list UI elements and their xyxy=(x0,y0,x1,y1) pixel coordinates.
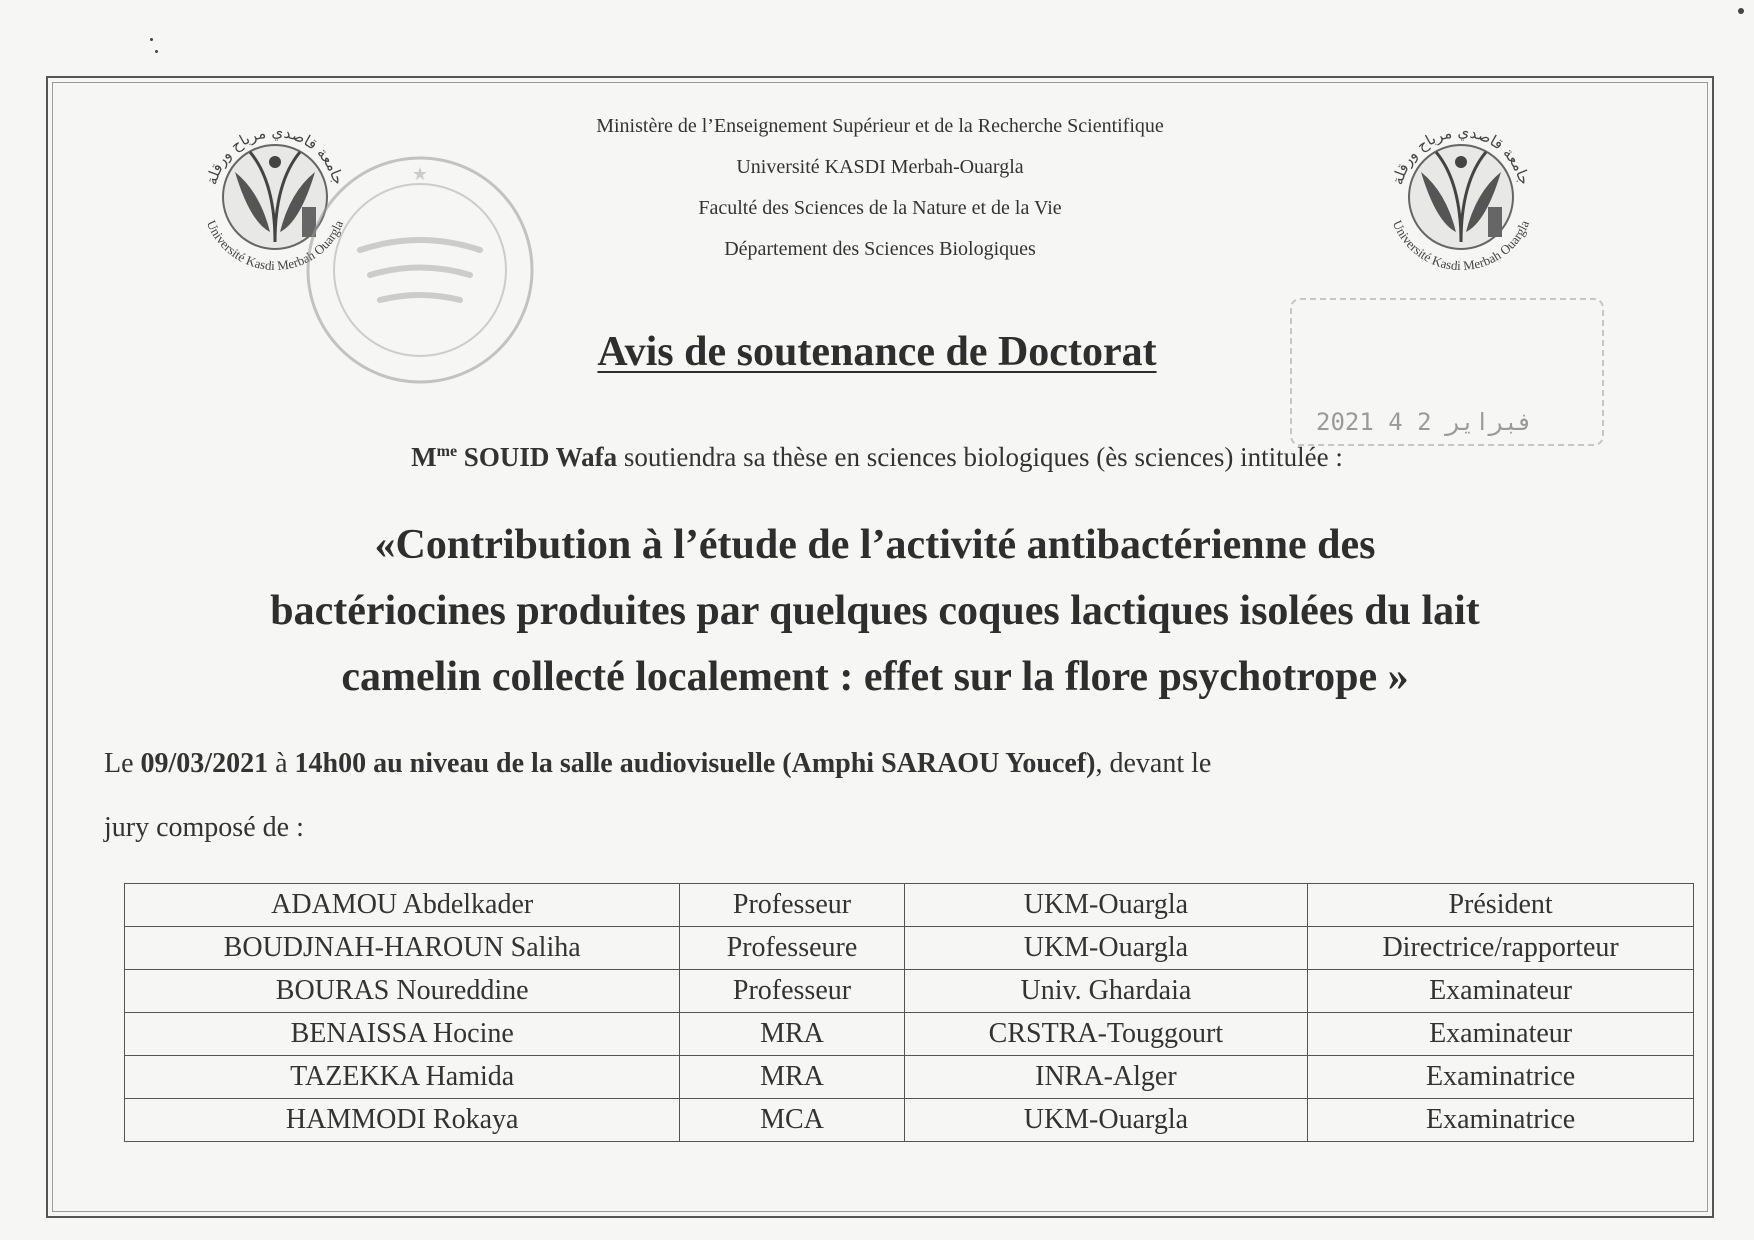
jury-table xyxy=(124,883,1694,1142)
announcement: $M^{me}$ SOUID Wafa soutiendra sa thèse en sciences biologiques (ès sciences) intitulée : xyxy=(411,442,1343,472)
table-row xyxy=(125,927,1694,970)
jury-name: TAZEKKA Hamida xyxy=(125,1056,680,1099)
jury-name: BOURAS Noureddine xyxy=(125,970,680,1013)
table-row xyxy=(125,970,1694,1013)
table-row xyxy=(125,1056,1694,1099)
candidate-name: SOUID Wafa xyxy=(463,442,618,472)
jury-role: Examinatrice xyxy=(1308,1056,1694,1099)
jury-role: Examinatrice xyxy=(1308,1099,1694,1142)
jury-role: Président xyxy=(1308,884,1694,927)
jury-name: HAMMODI Rokaya xyxy=(125,1099,680,1142)
university-line: Université KASDI Merbah-Ouargla xyxy=(736,156,1024,178)
jury-institution: CRSTRA-Touggourt xyxy=(904,1013,1308,1056)
jury-grade: Professeure xyxy=(680,927,904,970)
defense-date: 09/03/2021 xyxy=(140,748,269,779)
jury-name: BENAISSA Hocine xyxy=(125,1013,680,1056)
jury-role: Examinateur xyxy=(1308,1013,1694,1056)
defense-details: Le 09/03/2021 à 14h00 au niveau de la salle audiovisuelle (Amphi SARAOU Youcef), devant le jury composé de : xyxy=(104,748,1212,843)
svg-text:جامعة قاصدي مرباح ورقلة: جامعة قاصدي مرباح ورقلة xyxy=(1388,122,1534,187)
jury-name: ADAMOU Abdelkader xyxy=(125,884,680,927)
svg-text:★: ★ xyxy=(411,164,429,185)
department-line: Département des Sciences Biologiques xyxy=(724,238,1036,260)
faculty-line: Faculté des Sciences de la Nature et de la Vie xyxy=(698,197,1062,219)
svg-text:Université Kasdi Merbah Ouargl: Université Kasdi Merbah Ouargla xyxy=(203,217,347,274)
defense-location: au niveau de la salle audiovisuelle (Amphi SARAOU Youcef) xyxy=(366,748,1096,779)
jury-grade: Professeur xyxy=(680,970,904,1013)
stamp-date: 2021 فبراير 2 4 xyxy=(1316,408,1533,436)
jury-institution: Univ. Ghardaia xyxy=(904,970,1308,1013)
page-title: Avis de soutenance de Doctorat xyxy=(597,329,1157,375)
defense-time: 14h00 xyxy=(294,748,367,779)
table-row xyxy=(125,884,1694,927)
jury-institution: UKM-Ouargla xyxy=(904,1099,1308,1142)
institution-header xyxy=(430,106,1330,270)
table-row xyxy=(125,1013,1694,1056)
jury-institution: INRA-Alger xyxy=(904,1056,1308,1099)
jury-role: Examinateur xyxy=(1308,970,1694,1013)
table-row xyxy=(125,1099,1694,1142)
svg-text:جامعة قاصدي مرباح ورقلة: جامعة قاصدي مرباح ورقلة xyxy=(202,122,348,187)
jury-grade: MRA xyxy=(680,1013,904,1056)
jury-grade: MRA xyxy=(680,1056,904,1099)
university-logo-right xyxy=(1376,112,1546,282)
jury-name: BOUDJNAH-HAROUN Saliha xyxy=(125,927,680,970)
jury-grade: Professeur xyxy=(680,884,904,927)
jury-role: Directrice/rapporteur xyxy=(1308,927,1694,970)
svg-text:Université Kasdi Merbah Ouargl: Université Kasdi Merbah Ouargla xyxy=(1389,217,1533,274)
jury-grade: MCA xyxy=(680,1099,904,1142)
scan-speck xyxy=(1738,8,1744,14)
thesis-title: «Contribution à l’étude de l’activité antibactérienne des bactériocines produites par quelques coques lactiques isolées du lait camelin collecté localement : effet sur la flore psychotrope » xyxy=(270,522,1480,700)
scan-speck xyxy=(150,38,153,41)
ministry-line: Ministère de l’Enseignement Supérieur et de la Recherche Scientifique xyxy=(596,115,1164,137)
scan-speck xyxy=(155,50,158,53)
jury-institution: UKM-Ouargla xyxy=(904,927,1308,970)
jury-institution: UKM-Ouargla xyxy=(904,884,1308,927)
